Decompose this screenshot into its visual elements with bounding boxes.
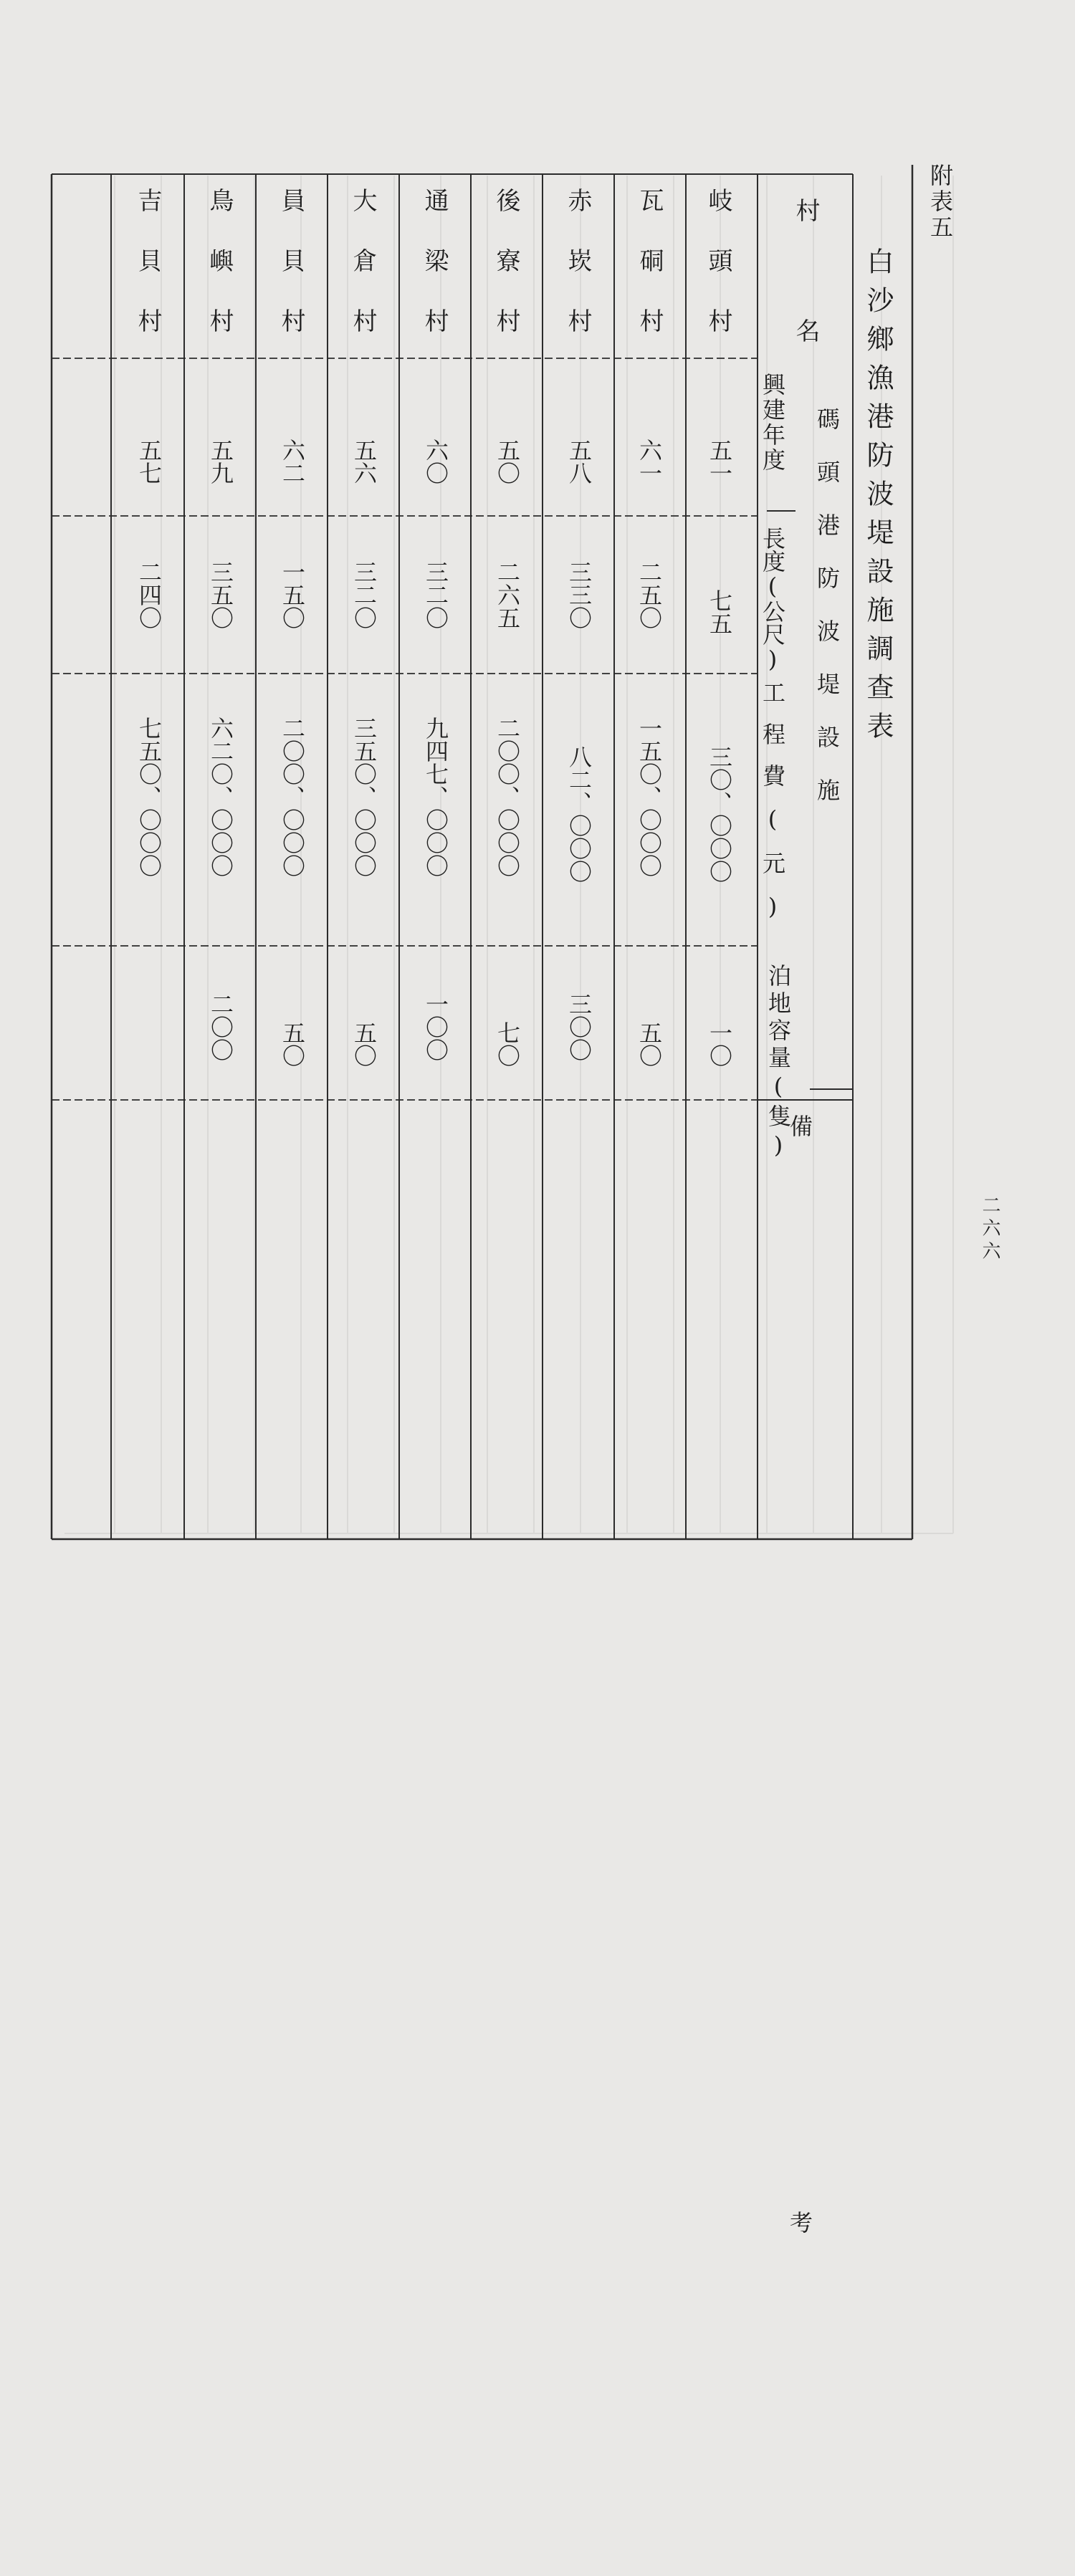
header-group: 碼頭港防波堤設施	[813, 407, 841, 831]
header-cost: 工程費(元)	[759, 681, 786, 939]
cell-year: 五〇	[494, 439, 521, 484]
cell-year: 五八	[565, 439, 593, 484]
cell-length: 三五〇	[207, 560, 234, 629]
cell-length: 二六五	[494, 560, 521, 629]
cell-length: 七五	[706, 589, 733, 635]
cell-length: 三二〇	[422, 560, 449, 629]
cell-capacity: 一〇〇	[422, 992, 449, 1061]
cell-village: 吉貝村	[133, 188, 162, 368]
cell-capacity: 二〇〇	[207, 992, 234, 1061]
cell-year: 六〇	[422, 439, 449, 484]
header-year: 興建年度	[759, 373, 786, 473]
cell-length: 二四〇	[135, 560, 163, 629]
cell-village: 員貝村	[277, 188, 305, 368]
cell-year: 六一	[636, 439, 663, 484]
cell-capacity: 三〇〇	[565, 992, 593, 1061]
cell-capacity: 五〇	[636, 1021, 663, 1067]
cell-capacity: 七〇	[494, 1021, 521, 1067]
cell-year: 六二	[279, 439, 306, 484]
cell-cost: 一五〇、〇〇〇	[636, 717, 663, 877]
cell-village: 瓦硐村	[635, 188, 664, 368]
header-remarks: 備 考	[786, 1114, 813, 2576]
cell-cost: 二〇〇、〇〇〇	[279, 717, 306, 877]
table-label: 附表五	[927, 163, 954, 241]
cell-capacity: 五〇	[350, 1021, 378, 1067]
cell-cost: 八二、〇〇〇	[565, 745, 593, 883]
header-length: 長度(公尺)	[759, 527, 786, 673]
cell-village: 赤崁村	[563, 188, 592, 368]
cell-year: 五七	[135, 439, 163, 484]
table-title: 白沙鄉漁港防波堤設施調查表	[862, 247, 894, 750]
cell-village: 大倉村	[348, 188, 377, 368]
cell-capacity: 一〇	[706, 1021, 733, 1067]
cell-village: 岐頭村	[704, 188, 732, 368]
cell-cost: 二〇〇、〇〇〇	[494, 717, 521, 877]
cell-capacity: 五〇	[279, 1021, 306, 1067]
cell-year: 五一	[706, 439, 733, 484]
header-village: 村 名	[791, 198, 820, 378]
page-number: 二六六	[979, 1195, 1000, 1264]
cell-cost: 九四七、〇〇〇	[422, 717, 449, 877]
cell-year: 五九	[207, 439, 234, 484]
cell-cost: 六二〇、〇〇〇	[207, 717, 234, 877]
cell-village: 鳥嶼村	[205, 188, 234, 368]
header-capacity: 泊地容量(隻)	[765, 964, 792, 1163]
cell-length: 一五〇	[279, 560, 306, 629]
cell-length: 三二〇	[350, 560, 378, 629]
cell-length: 三三〇	[565, 560, 593, 629]
cell-cost: 三五〇、〇〇〇	[350, 717, 378, 877]
cell-village: 後寮村	[492, 188, 520, 368]
cell-year: 五六	[350, 439, 378, 484]
cell-cost: 七五〇、〇〇〇	[135, 717, 163, 877]
cell-village: 通梁村	[420, 188, 449, 368]
cell-cost: 三〇、〇〇〇	[706, 745, 733, 883]
cell-length: 二五〇	[636, 560, 663, 629]
